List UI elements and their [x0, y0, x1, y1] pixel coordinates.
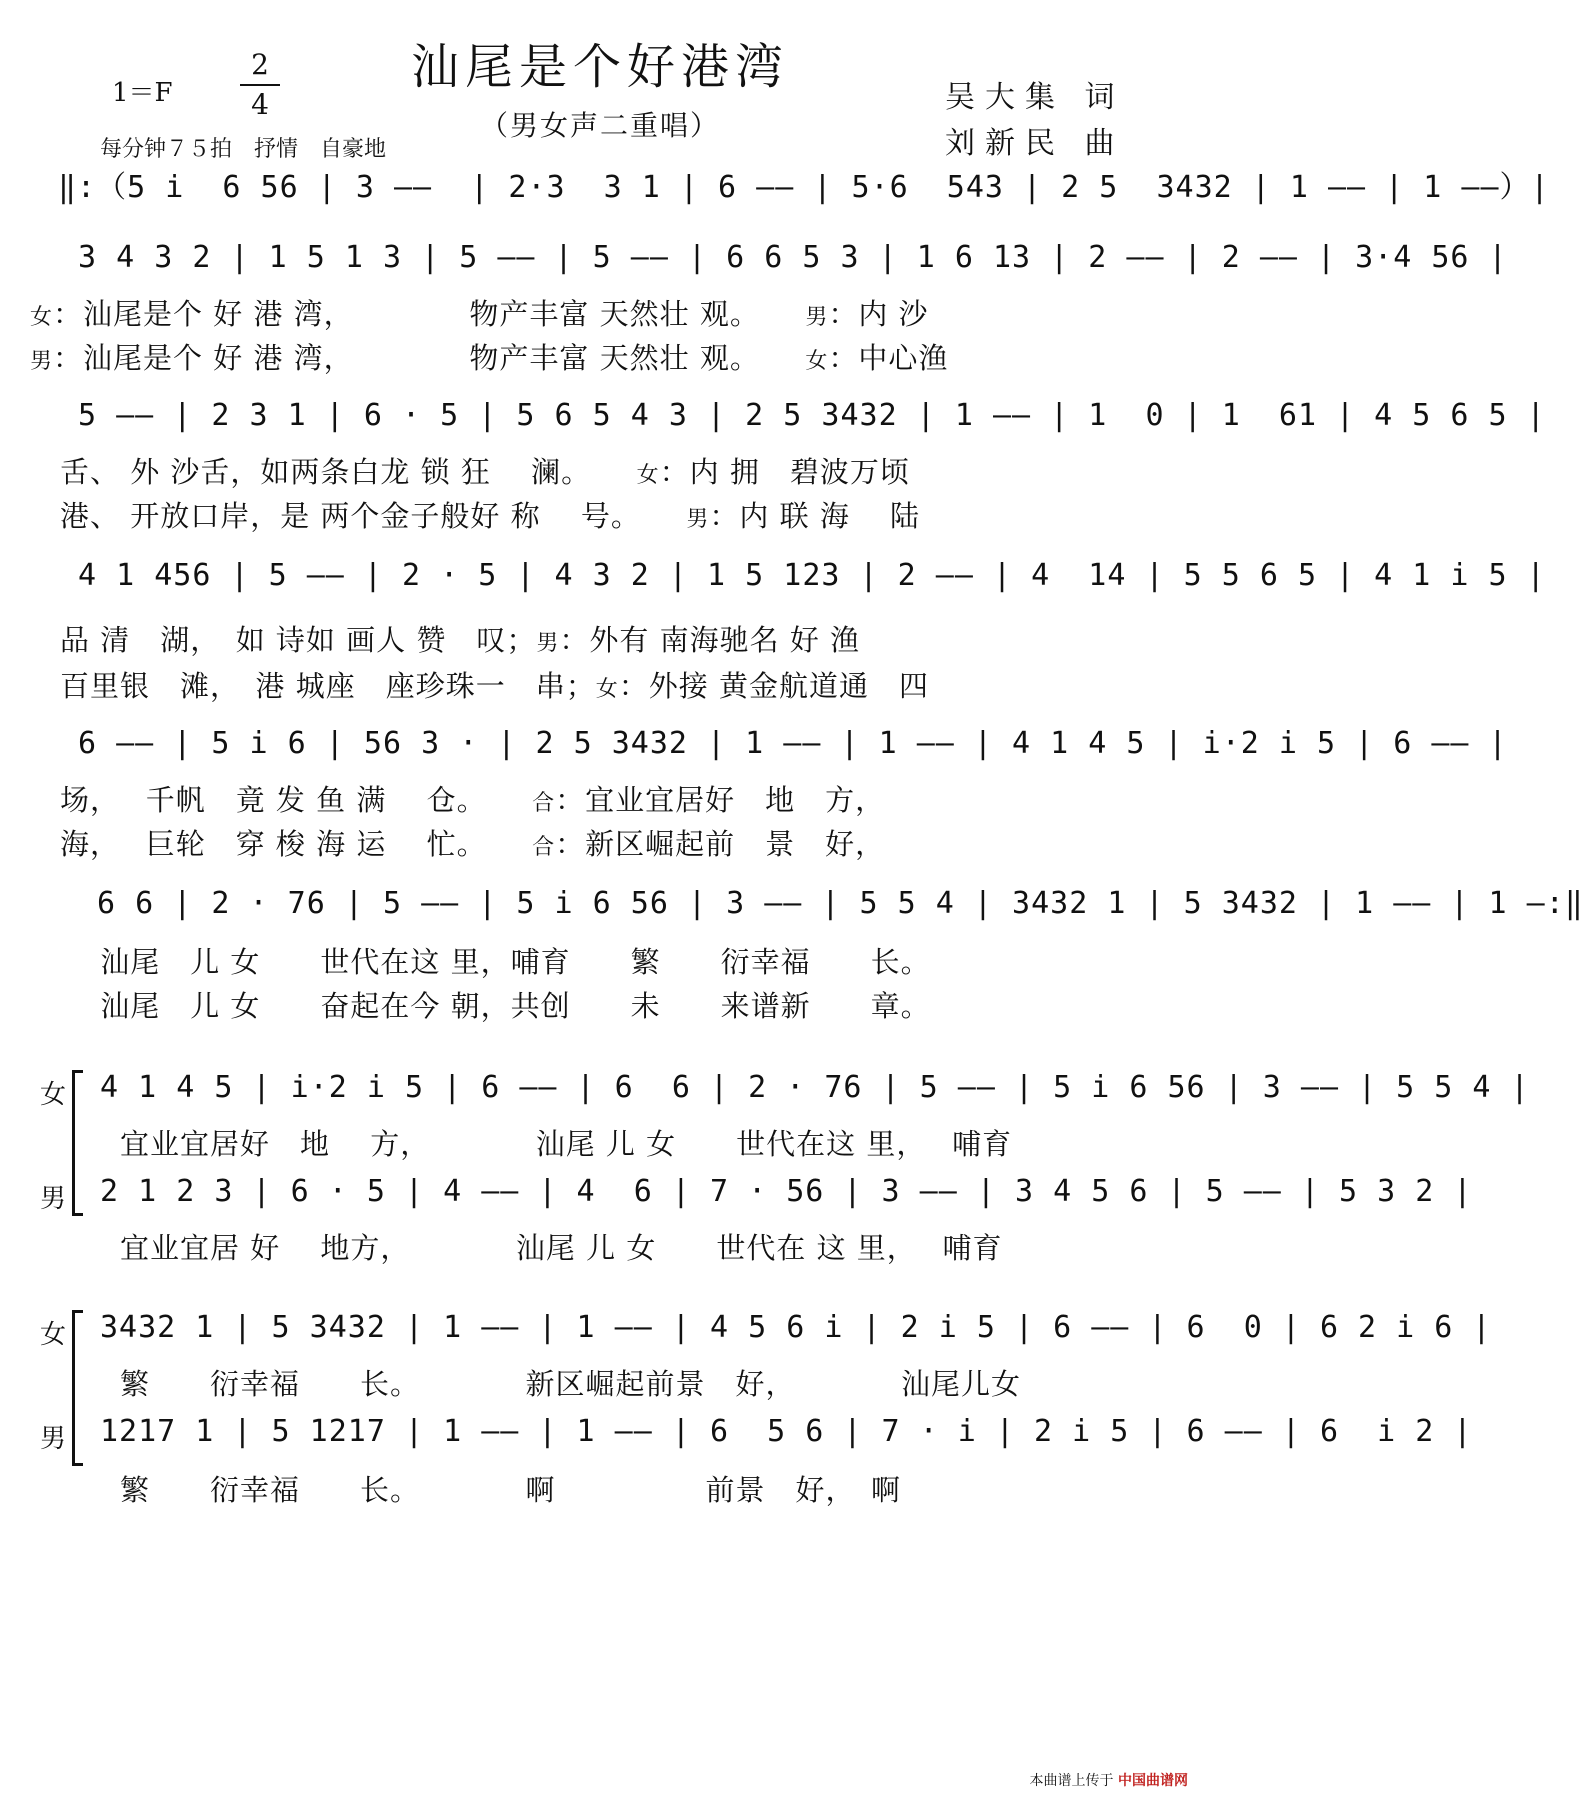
lyric-line-2b [30, 336, 1170, 377]
upload-footer [1030, 1770, 1188, 1790]
lyric-text: 百里银 滩， 港 城座 座珍珠一 串； [30, 669, 596, 703]
lyric-text: ：汕尾是个 好 港 湾， 物产丰富 天然壮 观。 [53, 341, 806, 375]
lyric-text: ：内 联 海 陆 [709, 499, 921, 533]
part-label-male: 男 [40, 1424, 67, 1454]
score-line-intro: ‖:（5 i 6 56 | 3 —— | 2·3 3 1 | 6 —— | 5·6 543 | 2 5 3432 | 1 —— | 1 ——）| [58, 170, 1550, 205]
footer-text: 本曲谱上传于 [1029, 1773, 1114, 1789]
tempo-marking: 每分钟７５拍 抒情 自豪地 [100, 137, 387, 162]
lyric-text: ：新区崛起前 景 好， [555, 827, 886, 861]
lyric-line-3b [30, 494, 1170, 535]
lyric-line-4a [30, 618, 1170, 659]
lyric-line-4b [30, 664, 1170, 705]
site-logo[interactable]: 中国曲谱网 [1118, 1773, 1188, 1789]
lyric-line-6a: 汕尾 儿 女 世代在这 里，哺育 繁 衍幸福 长。 [30, 945, 931, 979]
lyric-chorus2-female: 繁 衍幸福 长。 新区崛起前景 好， 汕尾儿女 [60, 1367, 1022, 1401]
lyric-chorus1-female: 宜业宜居好 地 方， 汕尾 儿 女 世代在这 里， 哺育 [60, 1127, 1013, 1161]
lyric-line-3a [30, 450, 1170, 491]
score-line-4: 4 1 456 | 5 —— | 2 · 5 | 4 3 2 | 1 5 123 | 2 —— | 4 14 | 5 5 6 5 | 4 1 i 5 | [78, 558, 1546, 593]
score-chorus2-female: 3432 1 | 5 3432 | 1 —— | 1 —— | 4 5 6 i | 2 i 5 | 6 —— | 6 0 | 6 2 i 6 | [100, 1310, 1492, 1345]
score-chorus2-male: 1217 1 | 5 1217 | 1 —— | 1 —— | 6 5 6 | 7 · i | 2 i 5 | 6 —— | 6 i 2 | [100, 1414, 1473, 1449]
role-label: 男 [686, 507, 710, 532]
role-label: 男 [536, 631, 560, 656]
role-label: 合 [532, 835, 556, 860]
time-signature-top: 2 [240, 46, 280, 86]
role-label: 女 [595, 677, 619, 702]
key-signature: 1＝F [112, 78, 173, 108]
song-title: 汕尾是个好港湾 [410, 39, 789, 95]
lyric-text: ：中心渔 [828, 341, 949, 375]
lyric-text: ：宜业宜居好 地 方， [555, 783, 886, 817]
lyric-text: 港、 开放口岸，是 两个金子般好 称 号。 [30, 499, 687, 533]
lyric-text: ：内 拥 碧波万顷 [659, 455, 910, 489]
lyric-chorus2-male: 繁 衍幸福 长。 啊 前景 好， 啊 [60, 1473, 902, 1507]
role-label: 女 [805, 349, 829, 374]
song-subtitle: （男女声二重唱） [479, 109, 720, 142]
role-label: 男 [805, 305, 829, 330]
role-label: 女 [30, 305, 54, 330]
lyric-text: 场， 千帆 竟 发 鱼 满 仓。 [30, 783, 533, 817]
lyric-text: 海， 巨轮 穿 梭 海 运 忙。 [30, 827, 533, 861]
role-label: 女 [636, 463, 660, 488]
lyricist-credit: 吴大集 词 [945, 80, 1125, 115]
lyric-text: ：外有 南海驰名 好 渔 [559, 623, 861, 657]
composer-credit: 刘新民 曲 [945, 126, 1125, 161]
part-label-female: 女 [40, 1080, 67, 1110]
role-label: 男 [30, 349, 54, 374]
lyric-text: 舌、 外 沙舌，如两条白龙 锁 狂 澜。 [30, 455, 637, 489]
time-signature-bottom: 4 [251, 88, 269, 121]
lyric-line-2a [30, 292, 1170, 333]
lyric-chorus1-male: 宜业宜居 好 地方， 汕尾 儿 女 世代在 这 里， 哺育 [60, 1231, 1003, 1265]
time-signature [240, 46, 280, 124]
lyric-text: ：内 沙 [828, 297, 929, 331]
score-line-5: 6 —— | 5 i 6 | 56 3 · | 2 5 3432 | 1 —— | 1 —— | 4 1 4 5 | i·2 i 5 | 6 —— | [78, 726, 1508, 761]
score-line-6: 6 6 | 2 · 76 | 5 —— | 5 i 6 56 | 3 —— | 5 5 4 | 3432 1 | 5 3432 | 1 —— | 1 —:‖ [78, 886, 1584, 921]
lyric-text: 品 清 湖， 如 诗如 画人 赞 叹； [30, 623, 537, 657]
lyric-line-5b [30, 822, 1170, 863]
lyric-text: ：汕尾是个 好 港 湾， 物产丰富 天然壮 观。 [53, 297, 806, 331]
lyric-line-6b: 汕尾 儿 女 奋起在今 朝，共创 未 来谱新 章。 [30, 989, 931, 1023]
score-chorus1-male: 2 1 2 3 | 6 · 5 | 4 —— | 4 6 | 7 · 56 | 3 —— | 3 4 5 6 | 5 —— | 5 3 2 | [100, 1174, 1473, 1209]
lyric-text: ：外接 黄金航道通 四 [618, 669, 929, 703]
part-label-female: 女 [40, 1320, 67, 1350]
part-label-male: 男 [40, 1184, 67, 1214]
lyric-line-5a [30, 778, 1170, 819]
role-label: 合 [532, 791, 556, 816]
score-line-2: 3 4 3 2 | 1 5 1 3 | 5 —— | 5 —— | 6 6 5 3 | 1 6 13 | 2 —— | 2 —— | 3·4 56 | [78, 240, 1508, 275]
score-chorus1-female: 4 1 4 5 | i·2 i 5 | 6 —— | 6 6 | 2 · 76 | 5 —— | 5 i 6 56 | 3 —— | 5 5 4 | [100, 1070, 1530, 1105]
score-line-3: 5 —— | 2 3 1 | 6 · 5 | 5 6 5 4 3 | 2 5 3432 | 1 —— | 1 0 | 1 61 | 4 5 6 5 | [78, 398, 1546, 433]
